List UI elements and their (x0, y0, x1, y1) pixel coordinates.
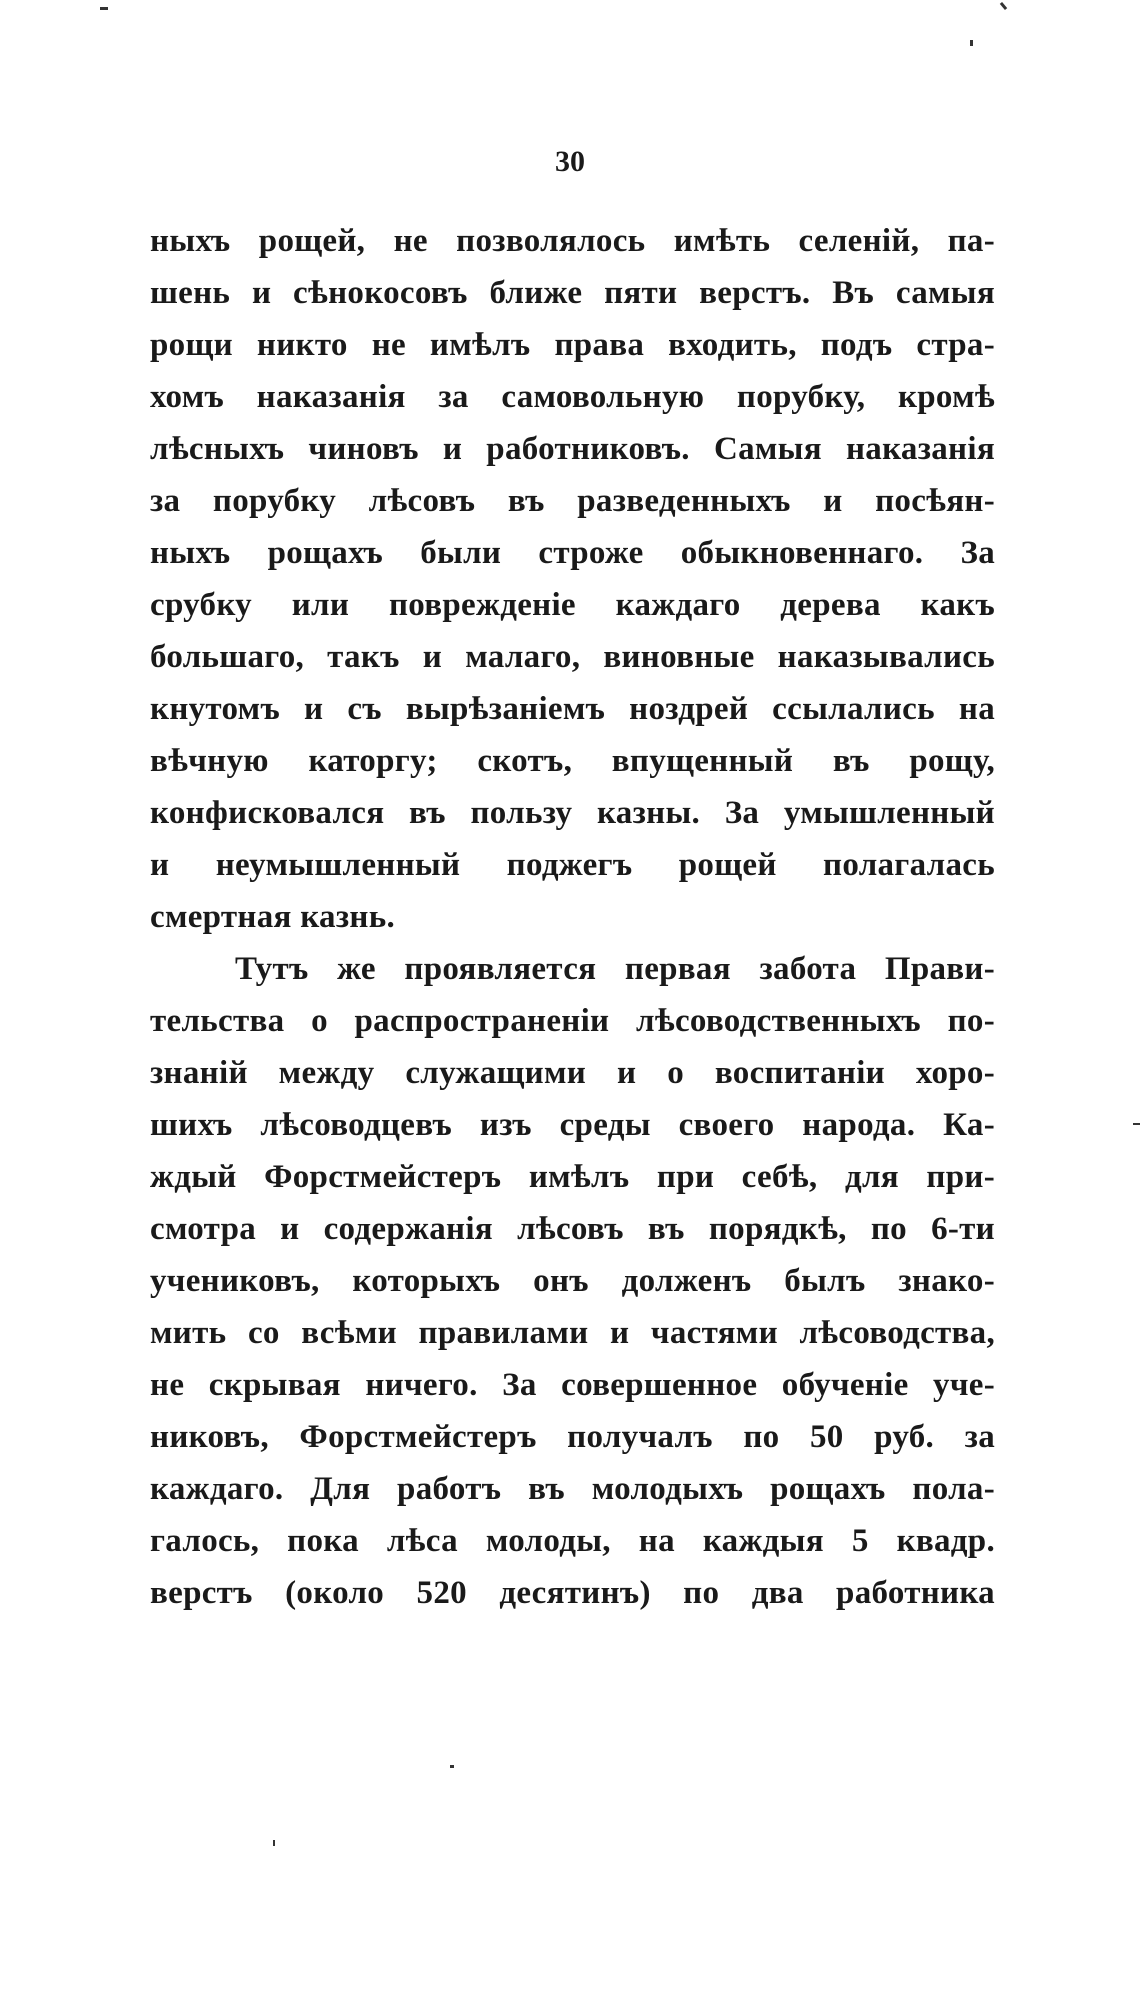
scan-mark-right-edge (1133, 1123, 1140, 1125)
text-line: мить со всѣми правилами и частями лѣсоводства, (150, 1315, 995, 1351)
text-line: каждаго. Для работъ въ молодыхъ рощахъ пола- (150, 1471, 995, 1507)
text-line: верстъ (около 520 десятинъ) по два работника (150, 1575, 995, 1611)
text-line: учениковъ, которыхъ онъ долженъ былъ знако- (150, 1263, 995, 1299)
text-line: не скрывая ничего. За совершенное обученiе уче- (150, 1367, 995, 1403)
paragraph-start-line: Тутъ же проявляется первая забота Прави- (235, 951, 995, 987)
text-line: срубку или поврежденiе каждаго дерева какъ (150, 587, 995, 623)
scan-mark-top-right (1000, 2, 1007, 10)
text-line: рощи никто не имѣлъ права входить, подъ стра- (150, 327, 995, 363)
text-line: смертная казнь. (150, 899, 396, 935)
text-line: конфисковался въ пользу казны. За умышленный (150, 795, 995, 831)
text-line: вѣчную каторгу; скотъ, впущенный въ рощу, (150, 743, 995, 779)
text-line: знанiй между служащими и о воспитанiи хоро- (150, 1055, 995, 1091)
text-line: ныхъ рощахъ были строже обыкновеннаго. За (150, 535, 995, 571)
text-line: кнутомъ и съ вырѣзанiемъ ноздрей ссылались на (150, 691, 995, 727)
text-line: ждый Форстмейстеръ имѣлъ при себѣ, для при- (150, 1159, 995, 1195)
scan-mark-top-right-2 (970, 40, 973, 46)
text-line: шень и сѣнокосовъ ближе пяти верстъ. Въ самыя (150, 275, 995, 311)
text-line: лѣсныхъ чиновъ и работниковъ. Самыя наказанiя (150, 431, 995, 467)
text-line: тельства о распространенiи лѣсоводственныхъ по- (150, 1003, 995, 1039)
scan-mark-bottom-2 (273, 1840, 275, 1846)
text-line: большаго, такъ и малаго, виновные наказывались (150, 639, 995, 675)
text-line: смотра и содержанiя лѣсовъ въ порядкѣ, по 6-ти (150, 1211, 995, 1247)
text-line: ныхъ рощей, не позволялось имѣть селенiй, па- (150, 223, 995, 259)
text-line: хомъ наказанiя за самовольную порубку, кромѣ (150, 379, 995, 415)
text-line: шихъ лѣсоводцевъ изъ среды своего народа. Ка- (150, 1107, 995, 1143)
scan-mark-bottom-1 (450, 1765, 454, 1768)
text-line: галось, пока лѣса молоды, на каждыя 5 квадр. (150, 1523, 995, 1559)
text-line: и неумышленный поджегъ рощей полагалась (150, 847, 995, 883)
text-line: за порубку лѣсовъ въ разведенныхъ и посѣян- (150, 483, 995, 519)
page-number: 30 (555, 145, 585, 178)
scan-mark-top-left (100, 7, 108, 10)
body-text (150, 215, 995, 1619)
text-line: никовъ, Форстмейстеръ получалъ по 50 руб. за (150, 1419, 995, 1455)
